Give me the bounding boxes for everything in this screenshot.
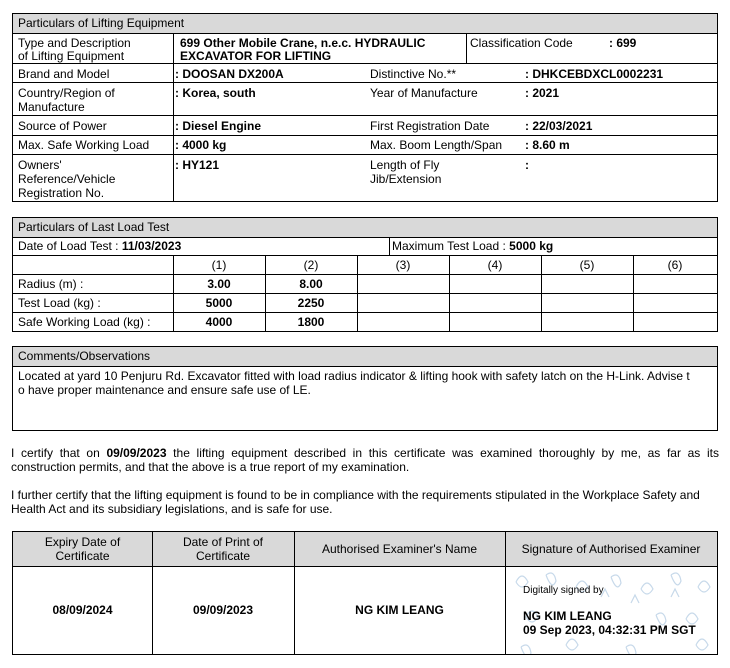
first-registration-value: : 22/03/2021 [525,119,593,133]
owner-label-line2: Reference/Vehicle [18,172,116,186]
boom-value: : 8.60 m [525,138,570,152]
brand-value: : DOOSAN DX200A [175,67,284,81]
test-load-value-2: 2250 [297,296,325,310]
row-divider [13,115,717,116]
row-divider [13,135,717,136]
row-divider [13,274,717,275]
row-divider [13,255,717,256]
distinctive-label: Distinctive No.** [370,67,457,81]
certify-text: the lifting equipment described in this certificate was examined thoroughly by me, as far as its [166,446,719,460]
boom-label: Max. Boom Length/Span [370,138,503,152]
expiry-header-line1: Expiry Date of [44,535,121,549]
max-test-load-label: Maximum Test Load : [392,239,510,253]
type-value-line2: EXCAVATOR FOR LIFTING [180,49,332,63]
print-header-line1: Date of Print of [182,535,264,549]
brand-label: Brand and Model [18,67,110,81]
certify-text: I certify that on [11,446,107,460]
certify-paragraph1-line1 [11,446,719,460]
equipment-header: Particulars of Lifting Equipment [13,14,717,34]
power-value: : Diesel Engine [175,119,262,133]
row-divider [13,312,717,313]
comments-section [12,346,718,431]
owner-label-line1: Owners' [18,158,62,172]
certify-date: 09/09/2023 [106,446,167,460]
power-label: Source of Power [18,119,107,133]
safe-working-load-value-1: 4000 [205,315,233,329]
owner-label-line3: Registration No. [18,186,105,200]
row-divider [13,82,717,83]
swl-label: Max. Safe Working Load [18,138,150,152]
swl-value: : 4000 kg [175,138,227,152]
country-label-line1: Country/Region of [18,86,115,100]
comments-header: Comments/Observations [13,347,717,367]
fly-value: : [525,158,529,172]
signature-name: NG KIM LEANG [523,609,612,623]
classification-value: : 699 [609,36,637,50]
certify-paragraph2-line1: I further certify that the lifting equipment is found to be in compliance with the requirements stipulated in the Workplace Safety and [11,488,700,502]
year-label: Year of Manufacture [370,86,478,100]
column-header: (3) [395,258,411,272]
examiner-name-value: NG KIM LEANG [355,603,444,617]
column-header: (2) [303,258,319,272]
classification-label: Classification Code [470,36,573,50]
year-value: : 2021 [525,86,560,100]
load-test-date-value: 11/03/2023 [121,239,182,253]
row-divider [13,154,717,155]
comments-line1: Located at yard 10 Penjuru Rd. Excavator fitted with load radius indicator & lifting hook with safety latch on the H-Link. Advise t [18,369,690,383]
type-value-line1: 699 Other Mobile Crane, n.e.c. HYDRAULIC [180,36,426,50]
radius-label: Radius (m) : [18,277,84,291]
column-divider [173,33,174,201]
radius-value-1: 3.00 [207,277,231,291]
row-divider [13,63,717,64]
equipment-section [12,13,718,202]
print-date-value: 09/09/2023 [192,603,254,617]
radius-value-2: 8.00 [299,277,323,291]
load-test-header: Particulars of Last Load Test [13,218,717,238]
load-test-section [12,217,718,332]
test-load-value-1: 5000 [205,296,233,310]
certify-paragraph1-line2: construction permits, and that the above is a true report of my examination. [11,460,410,474]
column-header: (5) [579,258,595,272]
fly-label-line1: Length of Fly [370,158,440,172]
fly-label-line2: Jib/Extension [370,172,442,186]
comments-line2: o have proper maintenance and ensure safe use of LE. [18,383,311,397]
column-divider [466,33,467,63]
expiry-header-line2: Certificate [55,549,110,563]
max-test-load [392,239,553,253]
load-test-date-label: Date of Load Test : [18,239,122,253]
row-divider [13,293,717,294]
distinctive-value: : DHKCEBDXCL0002231 [525,67,664,81]
safe-working-load-value-2: 1800 [297,315,325,329]
signature-line1: Digitally signed by [523,585,604,596]
signature-header: Signature of Authorised Examiner [521,542,701,556]
max-test-load-value: 5000 kg [509,239,554,253]
first-registration-label: First Registration Date [370,119,490,133]
digital-signature [506,567,717,654]
load-test-date [18,239,181,253]
safe-working-load-label: Safe Working Load (kg) : [18,315,151,329]
examiner-name-header: Authorised Examiner's Name [321,542,478,556]
test-load-label: Test Load (kg) : [18,296,101,310]
country-value: : Korea, south [175,86,256,100]
column-divider [389,237,390,255]
type-label-line1: Type and Description [18,36,131,50]
column-header: (6) [667,258,683,272]
owner-value: : HY121 [175,158,220,172]
column-header: (1) [211,258,227,272]
certify-paragraph2-line2: Health Act and its subsidiary legislations, and is safe for use. [11,502,333,516]
signature-timestamp: 09 Sep 2023, 04:32:31 PM SGT [523,623,696,637]
expiry-date-value: 08/09/2024 [52,603,113,617]
signature-table [12,531,718,655]
type-label-line2: of Lifting Equipment [18,49,125,63]
column-header: (4) [487,258,503,272]
print-header-line2: Certificate [195,549,251,563]
country-label-line2: Manufacture [18,100,85,114]
